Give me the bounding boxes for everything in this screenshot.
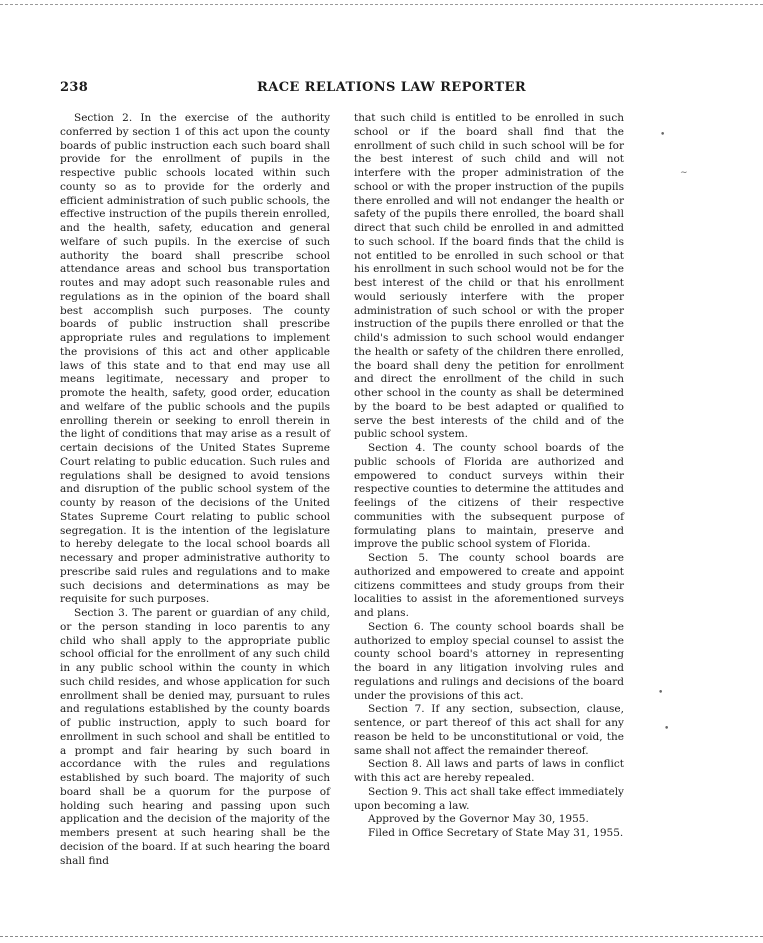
section-4-paragraph: Section 4. The county school boards of the public schools of Florida are authorized and empowered to conduct surveys within their respective counties to determine the attitudes and feelings of the citizens of their respective communities with the subsequent purpose of formulating plans to maintain, preserve and improve the public school system of Florida. — [354, 442, 624, 551]
section-8-paragraph: Section 8. All laws and parts of laws in conflict with this act are hereby repealed. — [354, 758, 624, 784]
section-3-continuation: that such child is entitled to be enrolled in such school or if the board shall find that the enrollment of such child in such school will be for the best interest of such child and will not interfere with the proper administration of the school or with the proper instruction of the pupils there enrolled and will not endanger the health or safety of the pupils there enrolled, the board shall direct that such child be enrolled in and admitted to such school. If the board finds that the child is not entitled to be enrolled in such school or that his enrollment in such school would not be for the best interest of the child or that his enrollment would seriously interfere with the proper administration of such school or with the proper instruction of the pupils there enrolled or that the child's admission to such school would endanger the health or safety of the children there enrolled, the board shall deny the petition for enrollment and direct the enrollment of the child in such other school in the county as shall be determined by the board to be best adapted or qualified to serve the best interests of the child and of the public school system. — [354, 112, 624, 441]
filing-line: Filed in Office Secretary of State May 31, 1955. — [368, 827, 624, 839]
page-header — [60, 80, 660, 98]
running-head: RACE RELATIONS LAW REPORTER — [257, 80, 527, 95]
section-3-paragraph: Section 3. The parent or guardian of any child, or the person standing in loco parentis to any child who shall apply to the appropriate public school official for the enrollment of any such child in any public school within the county in which such child resides, and whose application for such enrollment shall be denied may, pursuant to rules and regulations established by the county boards of public instruction, apply to such board for enrollment in such school and shall be entitled to a prompt and fair hearing by such board in accordance with the rules and regulations established by such board. The majority of such board shall be a quorum for the purpose of holding such hearing and passing upon such application and the decision of the majority of the members present at such hearing shall be the decision of the board. If at such hearing the board shall find — [60, 607, 330, 867]
approval-line: Approved by the Governor May 30, 1955. — [368, 813, 589, 826]
right-column — [354, 112, 624, 841]
scan-speck-mark-3: • — [664, 724, 670, 734]
scan-speck-mark-2: • — [658, 688, 664, 698]
section-5-paragraph: Section 5. The county school boards are authorized and empowered to create and appoint citizens committees and study groups from their localities to assist in the aforementioned surveys and plans. — [354, 552, 624, 619]
left-column — [60, 112, 330, 868]
scan-squiggle-mark: ∼ — [680, 168, 688, 178]
section-9-paragraph: Section 9. This act shall take effect immediately upon becoming a law. — [354, 785, 624, 812]
section-6-paragraph: Section 6. The county school boards shall be authorized to employ special counsel to assist the county school board's attorney in representing the board in any litigation involving rules and regulations and rulings and decisions of the board under the provisions of this act. — [354, 620, 624, 702]
top-scan-edge — [0, 4, 763, 5]
page-number: 238 — [60, 80, 89, 95]
scan-speck-mark: • — [660, 130, 666, 140]
section-2-paragraph: Section 2. In the exercise of the authority conferred by section 1 of this act upon the county boards of public instruction each such board shall provide for the enrollment of pupils in the respective public schools located within such county so as to provide for the orderly and efficient administration of such public schools, the effective instruction of the pupils therein enrolled, and the health, safety, education and general welfare of such pupils. In the exercise of such authority the board shall prescribe school attendance areas and school bus transportation routes and may adopt such reasonable rules and regulations as in the opinion of the board shall best accomplish such purposes. The county boards of public instruction shall prescribe appropriate rules and regulations to implement the provisions of this act and other applicable laws of this state and to that end may use all means legitimate, necessary and proper to promote the health, safety, good order, education and welfare of the public schools and the pupils enrolling therein or seeking to enroll therein in the light of conditions that may arise as a result of certain decisions of the United States Supreme Court relating to public education. Such rules and regulations shall be designed to avoid tensions and disruption of the public school system of the county by reason of the decisions of the United States Supreme Court relating to public school segregation. It is the intention of the legislature to hereby delegate to the local school boards all necessary and proper administrative authority to prescribe said rules and regulations and to make such decisions and determinations as may be requisite for such purposes. — [60, 112, 330, 606]
section-7-paragraph: Section 7. If any section, subsection, clause, sentence, or part thereof of this act shall for any reason be held to be unconstitutional or void, the same shall not affect the remainder thereof. — [354, 703, 624, 757]
bottom-scan-edge — [0, 936, 763, 937]
